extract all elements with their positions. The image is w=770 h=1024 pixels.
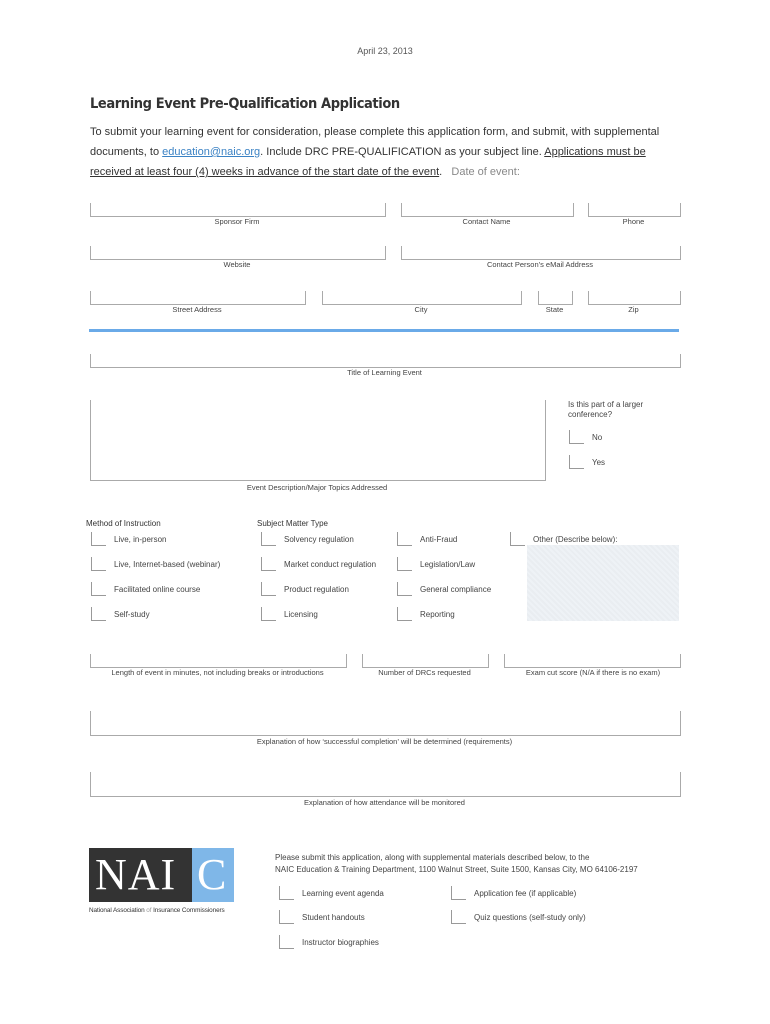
- subject-option: Solvency regulation: [284, 535, 354, 544]
- successful-completion-label: Explanation of how ‘successful completion’ will be determined (requirements): [256, 737, 513, 746]
- attendance-field[interactable]: [90, 772, 681, 797]
- subject-checkbox[interactable]: [397, 557, 412, 571]
- conference-yes-checkbox[interactable]: [569, 455, 584, 469]
- website-field[interactable]: [90, 246, 386, 260]
- event-title-field[interactable]: [90, 354, 681, 368]
- conference-yes-label: Yes: [592, 458, 606, 467]
- subject-option: Legislation/Law: [420, 560, 476, 569]
- method-option: Live, in-person: [114, 535, 167, 544]
- subject-option: Market conduct regulation: [284, 560, 377, 569]
- website-label: Website: [223, 260, 251, 269]
- submit-line-1: Please submit this application, along with supplemental materials described below, to the: [275, 853, 590, 862]
- logo-sub-1: National Association: [89, 907, 145, 914]
- logo-sub-of: of: [146, 907, 152, 914]
- contact-email-field[interactable]: [401, 246, 681, 260]
- subject-option: Product regulation: [284, 585, 349, 594]
- sponsor-firm-field[interactable]: [90, 203, 386, 217]
- contact-email-label: Contact Person's eMail Address: [486, 260, 594, 269]
- logo-letters: NAI: [95, 850, 177, 899]
- conference-no-checkbox[interactable]: [569, 430, 584, 444]
- subject-heading: Subject Matter Type: [257, 519, 328, 528]
- subject-checkbox[interactable]: [261, 532, 276, 546]
- intro-paragraph: [90, 122, 690, 182]
- biographies-checkbox[interactable]: [279, 935, 294, 949]
- length-label: Length of event in minutes, not including breaks or introductions: [111, 668, 324, 677]
- street-address-field[interactable]: [90, 291, 306, 305]
- length-field[interactable]: [90, 654, 347, 668]
- event-title-label: Title of Learning Event: [347, 368, 422, 377]
- sponsor-firm-label: Sponsor Firm: [214, 217, 260, 226]
- city-label: City: [414, 305, 428, 314]
- state-label: State: [545, 305, 564, 314]
- intro-text-3: .: [439, 166, 443, 178]
- method-heading: Method of Instruction: [86, 519, 161, 528]
- submit-instructions: [275, 852, 638, 876]
- page-title: Learning Event Pre-Qualification Application: [90, 96, 400, 112]
- method-checkbox[interactable]: [91, 532, 106, 546]
- subject-checkbox[interactable]: [397, 582, 412, 596]
- subject-option: General compliance: [420, 585, 492, 594]
- phone-label: Phone: [622, 217, 645, 226]
- subject-option: Reporting: [420, 610, 455, 619]
- submit-item: Quiz questions (self-study only): [474, 913, 586, 922]
- fee-checkbox[interactable]: [451, 886, 466, 900]
- event-description-label: Event Description/Major Topics Addressed: [246, 483, 388, 492]
- exam-score-label: Exam cut score (N/A if there is no exam): [525, 668, 661, 677]
- subject-checkbox[interactable]: [261, 607, 276, 621]
- subject-other-label: Other (Describe below):: [533, 535, 618, 544]
- intro-deadline: Applications must be received at least four (4) weeks in advance of the start date of the event: [90, 146, 646, 178]
- logo-c-letter: C: [197, 850, 227, 899]
- exam-score-field[interactable]: [504, 654, 681, 668]
- logo-sub-2: Insurance Commissioners: [153, 907, 225, 914]
- conference-no-label: No: [592, 433, 603, 442]
- attendance-label: Explanation of how attendance will be monitored: [304, 798, 465, 807]
- method-checkbox[interactable]: [91, 607, 106, 621]
- successful-completion-field[interactable]: [90, 711, 681, 736]
- subject-checkbox[interactable]: [261, 582, 276, 596]
- submit-line-2: NAIC Education & Training Department, 1100 Walnut Street, Suite 1500, Kansas City, MO 64106-2197: [275, 865, 638, 874]
- quiz-checkbox[interactable]: [451, 910, 466, 924]
- agenda-checkbox[interactable]: [279, 886, 294, 900]
- intro-text-1: To submit your learning event for consideration, please complete this application form, and submit, with supplemental documents, to: [90, 126, 660, 158]
- subject-checkbox[interactable]: [397, 532, 412, 546]
- subject-option: Licensing: [284, 610, 318, 619]
- submit-item: Student handouts: [302, 913, 365, 922]
- email-link[interactable]: education@naic.org: [162, 146, 261, 158]
- city-field[interactable]: [322, 291, 522, 305]
- method-option: Self-study: [114, 610, 150, 619]
- state-field[interactable]: [538, 291, 573, 305]
- conference-question: Is this part of a larger conference?: [568, 400, 644, 419]
- submit-item: Instructor biographies: [302, 938, 379, 947]
- subject-other-checkbox[interactable]: [510, 532, 525, 546]
- method-option: Facilitated online course: [114, 585, 201, 594]
- subject-checkbox[interactable]: [397, 607, 412, 621]
- phone-field[interactable]: [588, 203, 681, 217]
- handouts-checkbox[interactable]: [279, 910, 294, 924]
- subject-option: Anti-Fraud: [420, 535, 458, 544]
- drcs-label: Number of DRCs requested: [378, 668, 471, 677]
- logo-light-block: [192, 848, 234, 902]
- other-description-field[interactable]: [527, 545, 679, 621]
- method-option: Live, Internet-based (webinar): [114, 560, 221, 569]
- method-checkbox[interactable]: [91, 557, 106, 571]
- document-date: April 23, 2013: [357, 46, 413, 56]
- zip-field[interactable]: [588, 291, 681, 305]
- contact-name-label: Contact Name: [462, 217, 511, 226]
- zip-label: Zip: [628, 305, 639, 314]
- submit-item: Application fee (if applicable): [474, 889, 577, 898]
- subject-checkbox[interactable]: [261, 557, 276, 571]
- drcs-field[interactable]: [362, 654, 489, 668]
- event-description-field[interactable]: [90, 400, 546, 481]
- contact-name-field[interactable]: [401, 203, 574, 217]
- submit-item: Learning event agenda: [302, 889, 384, 898]
- intro-text-2: . Include DRC PRE-QUALIFICATION as your subject line.: [260, 146, 545, 158]
- date-of-event-label: Date of event:: [451, 166, 520, 178]
- logo-subtitle: [89, 907, 239, 914]
- naic-logo: [89, 848, 234, 914]
- street-address-label: Street Address: [172, 305, 222, 314]
- method-checkbox[interactable]: [91, 582, 106, 596]
- section-divider: [89, 329, 679, 332]
